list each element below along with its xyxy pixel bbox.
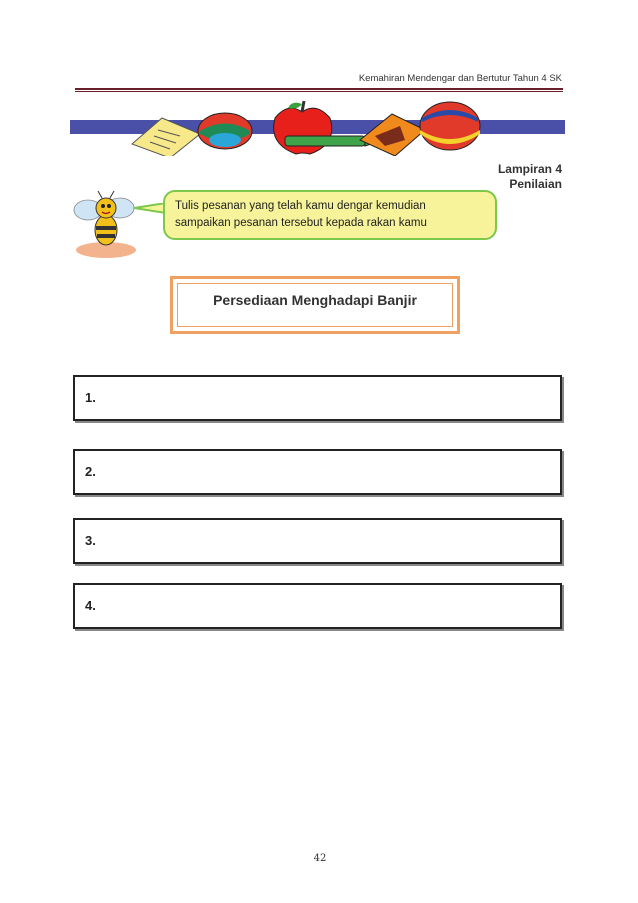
answer-box-2[interactable] <box>73 449 562 495</box>
answer-number: 2. <box>85 464 96 479</box>
header-rule <box>75 88 563 92</box>
answer-number: 1. <box>85 390 96 405</box>
decorative-banner <box>70 96 565 156</box>
instruction-bubble <box>163 190 497 240</box>
ball-icon <box>198 113 252 149</box>
running-header: Kemahiran Mendengar dan Bertutur Tahun 4 SK <box>358 73 562 84</box>
instruction-line-2: sampaikan pesanan tersebut kepada rakan kamu <box>175 217 427 229</box>
answer-box-3[interactable] <box>73 518 562 564</box>
title-box <box>170 276 460 334</box>
page-number: 42 <box>313 853 327 864</box>
answer-number: 4. <box>85 598 96 613</box>
speech-bubble-tail <box>134 203 166 215</box>
lampiran-type: Penilaian <box>509 177 562 191</box>
lampiran-label <box>440 162 562 192</box>
answer-number: 3. <box>85 533 96 548</box>
instruction-line-1: Tulis pesanan yang telah kamu dengar kemudian <box>175 200 426 212</box>
page-title: Persediaan Menghadapi Banjir <box>213 292 417 308</box>
bee-mascot-icon <box>68 188 140 260</box>
lampiran-number: Lampiran 4 <box>497 162 562 176</box>
ball-icon-2 <box>420 102 480 150</box>
answer-box-1[interactable] <box>73 375 562 421</box>
answer-box-4[interactable] <box>73 583 562 629</box>
